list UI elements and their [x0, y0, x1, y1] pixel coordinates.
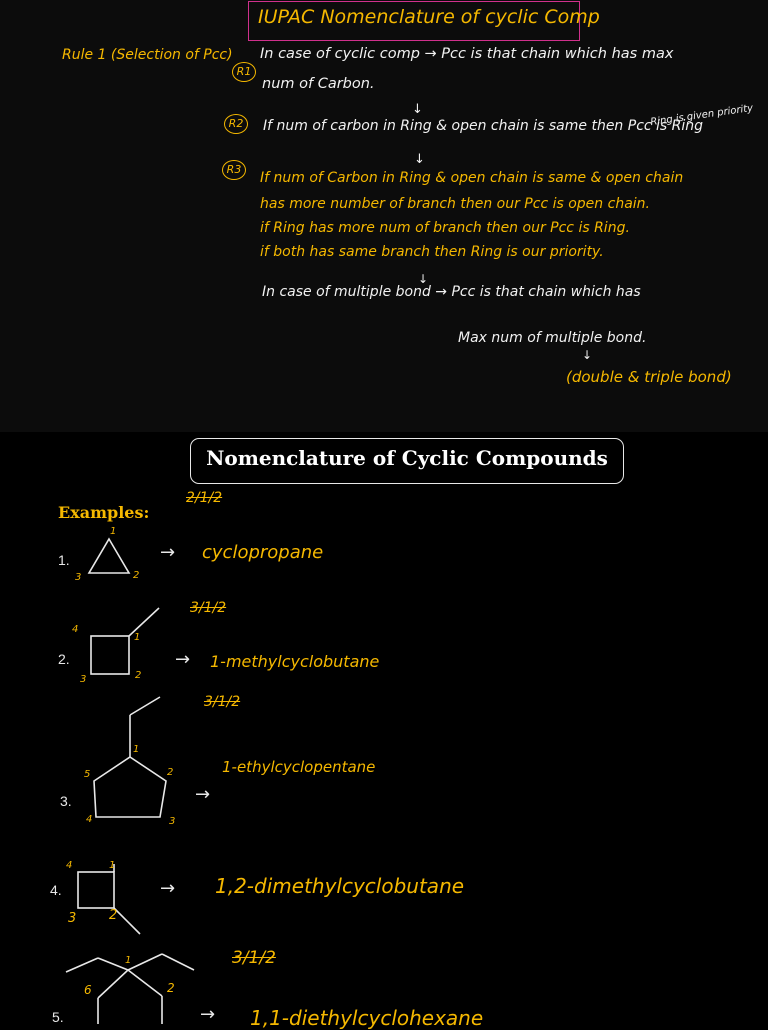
cyclopropane-structure: [85, 535, 135, 580]
atom-label: 1: [133, 744, 140, 755]
diethylcyclohexane-structure: [62, 950, 202, 1024]
atom-label: 3: [80, 674, 87, 685]
rule-r1-line1: In case of cyclic comp → Pcc is that chain which has max: [260, 46, 674, 62]
atom-label: 2: [135, 670, 142, 681]
down-arrow-mark: ↓: [412, 102, 423, 117]
rule-r1-badge: R1: [232, 62, 256, 82]
rule-r3-line4: if both has same branch then Ring is our priority.: [260, 244, 604, 260]
compound-name: cyclopropane: [202, 542, 324, 563]
rule-r3-line3: if Ring has more num of branch then our Pcc is Ring.: [260, 220, 630, 236]
examples-label: Examples:: [58, 503, 150, 522]
scribble-mark: 2/1/2: [186, 490, 223, 506]
rule-r3-line2: has more number of branch then our Pcc is open chain.: [260, 196, 650, 212]
arrow-icon: →: [160, 542, 176, 563]
down-arrow-mark: ↓: [418, 272, 429, 286]
dimethylcyclobutane-structure: [72, 862, 152, 942]
atom-label: 2: [109, 908, 118, 923]
down-arrow-mark: ↓: [414, 152, 425, 167]
atom-label: 4: [86, 814, 93, 825]
methylcyclobutane-structure: [85, 600, 165, 680]
example-number: 4.: [50, 882, 62, 898]
compound-name: 1,2-dimethylcyclobutane: [215, 874, 465, 898]
ethylcyclopentane-structure: [88, 695, 188, 825]
compound-name: 1-ethylcyclopentane: [222, 758, 376, 776]
atom-label: 1: [109, 860, 116, 871]
atom-label: 2: [167, 767, 174, 778]
atom-label: 3: [169, 816, 176, 827]
multiple-bond-line3: (double & triple bond): [566, 368, 732, 386]
atom-label: 3: [75, 572, 82, 583]
multiple-bond-line2: Max num of multiple bond.: [458, 330, 647, 346]
down-arrow-mark: ↓: [582, 348, 593, 362]
scribble-mark: 3/1/2: [190, 600, 227, 616]
rule-r2-badge: R2: [224, 114, 248, 134]
arrow-icon: →: [200, 1004, 216, 1025]
example-number: 3.: [60, 793, 72, 809]
atom-label: 2: [133, 570, 140, 581]
atom-label: 2: [167, 981, 175, 995]
atom-label: 3: [68, 911, 77, 926]
atom-label: 4: [66, 860, 73, 871]
arrow-icon: →: [195, 784, 211, 805]
rule-r2-text: If num of carbon in Ring & open chain is same then Pcc is Ring: [263, 118, 704, 134]
atom-label: 4: [72, 624, 79, 635]
example-number: 2.: [58, 651, 70, 667]
scribble-mark: 3/1/2: [232, 948, 276, 968]
example-number: 1.: [58, 552, 70, 568]
atom-label: 1: [110, 526, 117, 537]
atom-label: 1: [125, 955, 132, 966]
section-title: Nomenclature of Cyclic Compounds: [206, 446, 608, 470]
arrow-icon: →: [175, 649, 191, 670]
atom-label: 5: [84, 769, 91, 780]
compound-name: 1,1-diethylcyclohexane: [250, 1006, 484, 1030]
rule-r2-note: Ring is given priority: [649, 102, 754, 129]
example-number: 5.: [52, 1009, 64, 1025]
arrow-icon: →: [160, 878, 176, 899]
rule-r1-line2: num of Carbon.: [262, 76, 375, 92]
rule-r3-badge: R3: [222, 160, 246, 180]
compound-name: 1-methylcyclobutane: [210, 652, 380, 671]
scribble-mark: 3/1/2: [204, 694, 241, 710]
atom-label: 1: [134, 632, 141, 643]
atom-label: 6: [84, 983, 92, 997]
rule-r3-line1: If num of Carbon in Ring & open chain is same & open chain: [260, 170, 684, 186]
notes-title: IUPAC Nomenclature of cyclic Comp: [258, 6, 600, 28]
multiple-bond-line1: In case of multiple bond → Pcc is that chain which has: [262, 284, 641, 300]
rule1-label: Rule 1 (Selection of Pcc): [62, 47, 233, 63]
